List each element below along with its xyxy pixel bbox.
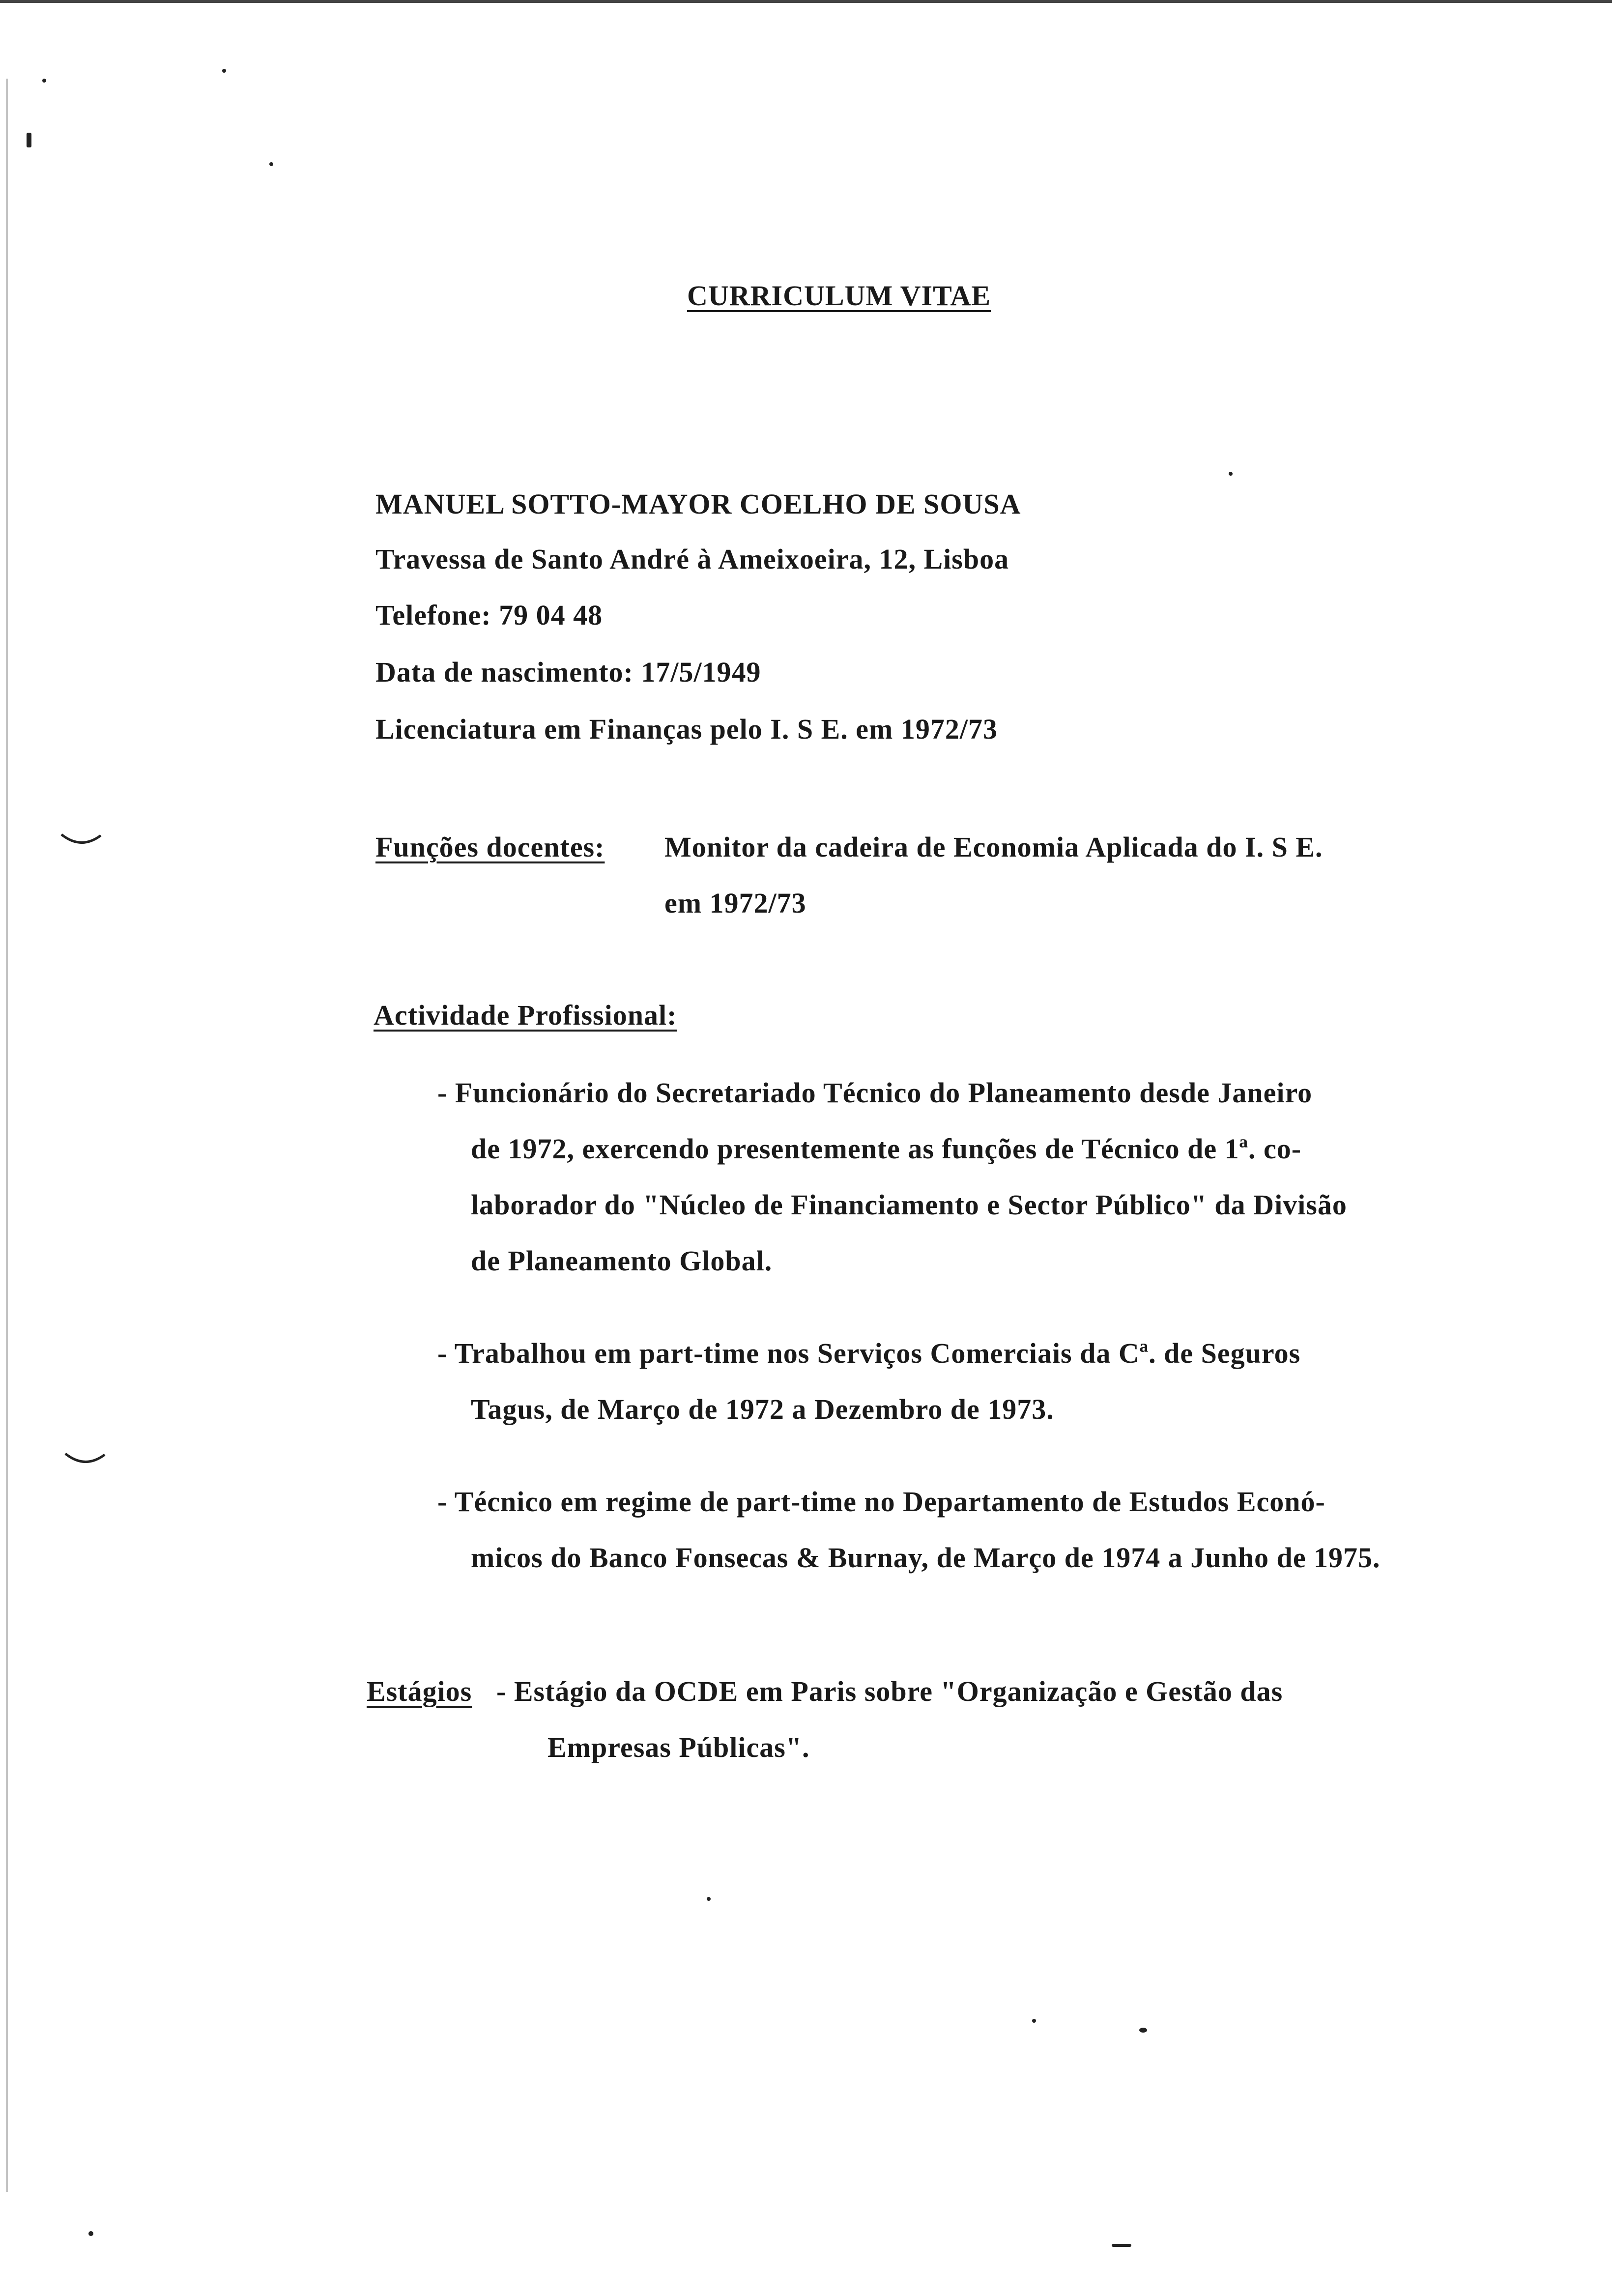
professional-label: Actividade Profissional:	[374, 999, 677, 1031]
phone: Telefone: 79 04 48	[375, 599, 603, 631]
job-1-line-1: - Funcionário do Secretariado Técnico do Planeamento desde Janeiro	[437, 1077, 1313, 1109]
top-edge-rule	[0, 0, 1612, 3]
job-2-line-1: - Trabalhou em part-time nos Serviços Comerciais da Cª. de Seguros	[437, 1337, 1301, 1369]
internship-line-1: - Estágio da OCDE em Paris sobre "Organização e Gestão das	[496, 1675, 1283, 1707]
job-1-line-4: de Planeamento Global.	[471, 1245, 773, 1277]
teaching-line-2: em 1972/73	[664, 887, 806, 919]
person-name: MANUEL SOTTO-MAYOR COELHO DE SOUSA	[375, 488, 1021, 520]
birth-date: Data de nascimento: 17/5/1949	[375, 656, 761, 688]
scan-speck	[1032, 2019, 1036, 2023]
margin-mark-top	[59, 831, 103, 850]
job-1-line-2: de 1972, exercendo presentemente as funções de Técnico de 1ª. co-	[471, 1133, 1302, 1165]
internships-label: Estágios	[367, 1675, 472, 1707]
margin-mark-bottom	[63, 1450, 107, 1469]
internship-line-2: Empresas Públicas".	[547, 1731, 810, 1763]
address: Travessa de Santo André à Ameixoeira, 12, Lisboa	[375, 543, 1009, 575]
document-title: CURRICULUM VITAE	[687, 280, 991, 312]
scan-speck	[27, 133, 31, 147]
left-binding-edge	[6, 79, 8, 2192]
scan-speck	[707, 1897, 711, 1901]
teaching-line-1: Monitor da cadeira de Economia Aplicada do I. S E.	[664, 831, 1323, 863]
job-3-line-2: micos do Banco Fonsecas & Burnay, de Março de 1974 a Junho de 1975.	[471, 1542, 1381, 1574]
teaching-label: Funções docentes:	[375, 831, 605, 863]
scan-speck	[42, 79, 46, 83]
scan-speck	[222, 69, 226, 73]
scan-speck	[269, 162, 273, 166]
degree: Licenciatura em Finanças pelo I. S E. em 1972/73	[375, 713, 998, 745]
job-2-line-2: Tagus, de Março de 1972 a Dezembro de 1973.	[471, 1393, 1054, 1425]
scan-speck	[1112, 2244, 1131, 2247]
scan-speck	[88, 2231, 93, 2236]
job-1-line-3: laborador do "Núcleo de Financiamento e Sector Público" da Divisão	[471, 1189, 1347, 1221]
scan-speck	[1229, 472, 1233, 476]
scan-speck	[1139, 2028, 1147, 2033]
job-3-line-1: - Técnico em regime de part-time no Departamento de Estudos Econó-	[437, 1486, 1325, 1518]
